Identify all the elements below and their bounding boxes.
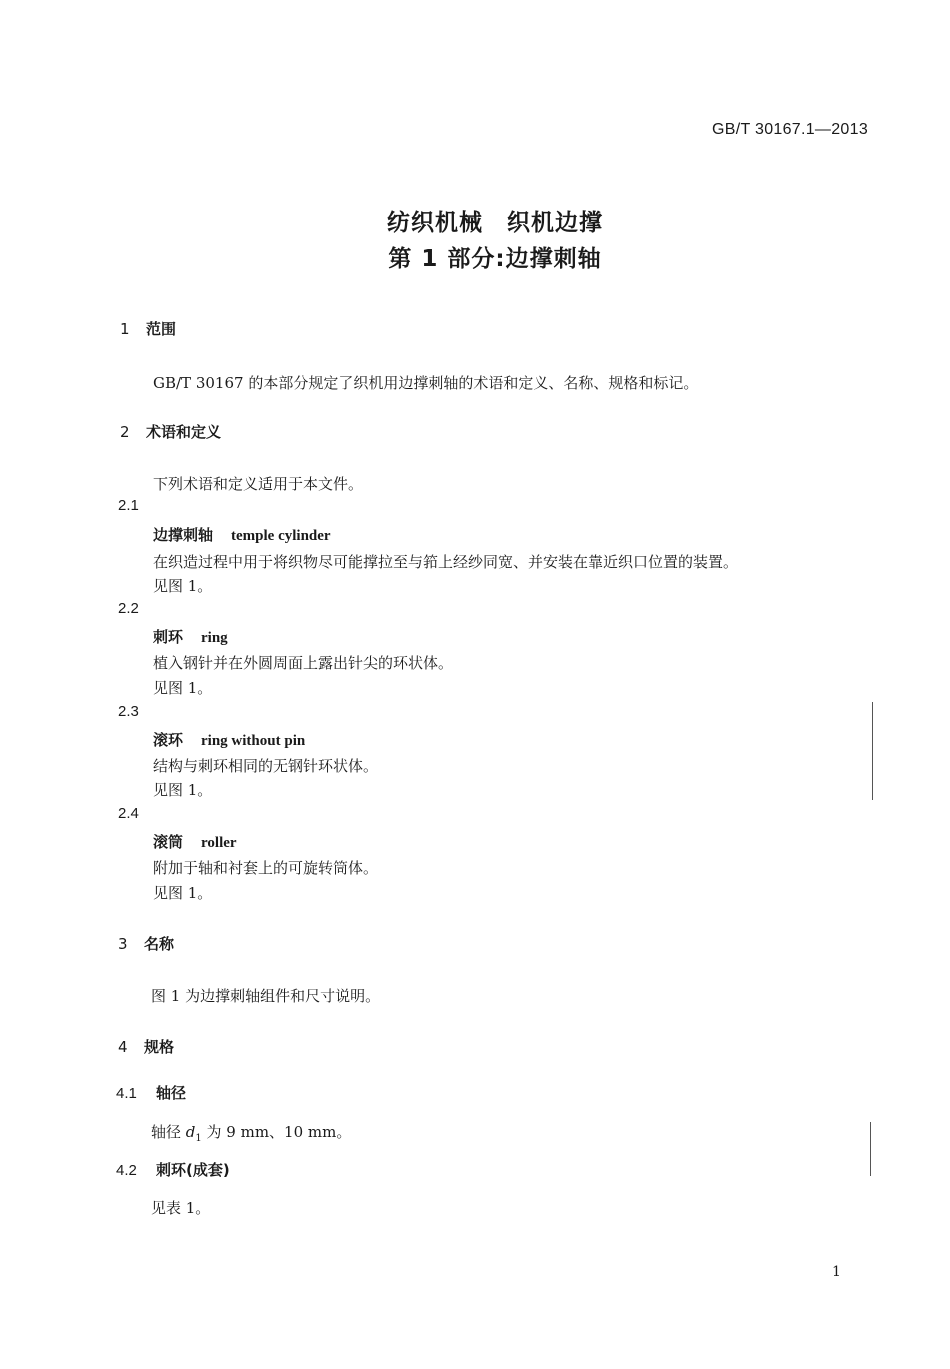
term-en: ring without pin: [201, 733, 306, 749]
term-en: ring: [201, 630, 228, 646]
section-1-text: GB/T 30167 的本部分规定了织机用边撑刺轴的术语和定义、名称、规格和标记。: [153, 374, 699, 392]
document-title-line2: 第 1 部分:边撑刺轴: [388, 246, 602, 272]
term-en: temple cylinder: [231, 528, 331, 544]
term-2-2-number: 2.2: [118, 600, 139, 617]
term-2-4-name: [153, 831, 237, 852]
term-zh: 滚环: [153, 731, 184, 749]
section-4-2-heading: [116, 1159, 230, 1180]
variable-subscript: 1: [195, 1133, 202, 1144]
term-2-4-see: 见图 1。: [153, 884, 213, 902]
variable-d: d: [185, 1123, 196, 1141]
term-zh: 刺环: [153, 628, 184, 646]
term-2-3-number: 2.3: [118, 703, 139, 720]
section-2-heading: [120, 421, 221, 442]
term-2-1-see: 见图 1。: [153, 577, 213, 595]
text-prefix: 轴径: [151, 1123, 186, 1141]
section-3-heading: [118, 933, 174, 954]
page-number: 1: [832, 1264, 841, 1280]
term-2-1-number: 2.1: [118, 497, 139, 514]
section-title: 范围: [146, 320, 177, 338]
term-zh: 边撑刺轴: [153, 526, 214, 544]
term-2-1-name: [153, 524, 331, 545]
term-2-1-definition: 在织造过程中用于将织物尽可能撑拉至与筘上经纱同宽、并安装在靠近织口位置的装置。: [153, 553, 739, 571]
section-number: 1: [120, 320, 130, 338]
section-4-1-text: [151, 1121, 351, 1144]
section-2-text: 下列术语和定义适用于本文件。: [153, 475, 364, 493]
term-2-2-name: [153, 626, 228, 647]
term-zh: 滚筒: [153, 833, 184, 851]
text-suffix: 为 9 mm、10 mm。: [201, 1123, 352, 1141]
term-2-2-definition: 植入钢针并在外圆周面上露出针尖的环状体。: [153, 654, 454, 672]
section-1-heading: [120, 318, 176, 339]
section-4-heading: [118, 1036, 174, 1057]
section-4-1-heading: [116, 1082, 186, 1103]
section-title: 轴径: [156, 1084, 187, 1102]
section-title: 刺环(成套): [156, 1161, 230, 1179]
section-3-text: 图 1 为边撑刺轴组件和尺寸说明。: [151, 987, 381, 1005]
term-2-4-definition: 附加于轴和衬套上的可旋转筒体。: [153, 859, 379, 877]
section-number: 4.1: [116, 1085, 137, 1102]
section-number: 2: [120, 423, 130, 441]
term-2-3-name: [153, 729, 305, 750]
section-number: 4.2: [116, 1162, 137, 1179]
section-title: 术语和定义: [146, 423, 222, 441]
scan-margin-line: [872, 702, 873, 800]
standard-code: GB/T 30167.1—2013: [712, 121, 869, 138]
term-2-3-definition: 结构与刺环相同的无钢针环状体。: [153, 757, 379, 775]
term-2-2-see: 见图 1。: [153, 679, 213, 697]
section-number: 4: [118, 1038, 128, 1056]
term-2-4-number: 2.4: [118, 805, 139, 822]
term-en: roller: [201, 835, 237, 851]
section-number: 3: [118, 935, 128, 953]
section-title: 名称: [144, 935, 175, 953]
document-title-line1: 纺织机械 织机边撑: [387, 210, 603, 236]
term-2-3-see: 见图 1。: [153, 781, 213, 799]
scan-margin-line: [870, 1122, 871, 1176]
section-4-2-text: 见表 1。: [151, 1199, 211, 1217]
section-title: 规格: [144, 1038, 175, 1056]
